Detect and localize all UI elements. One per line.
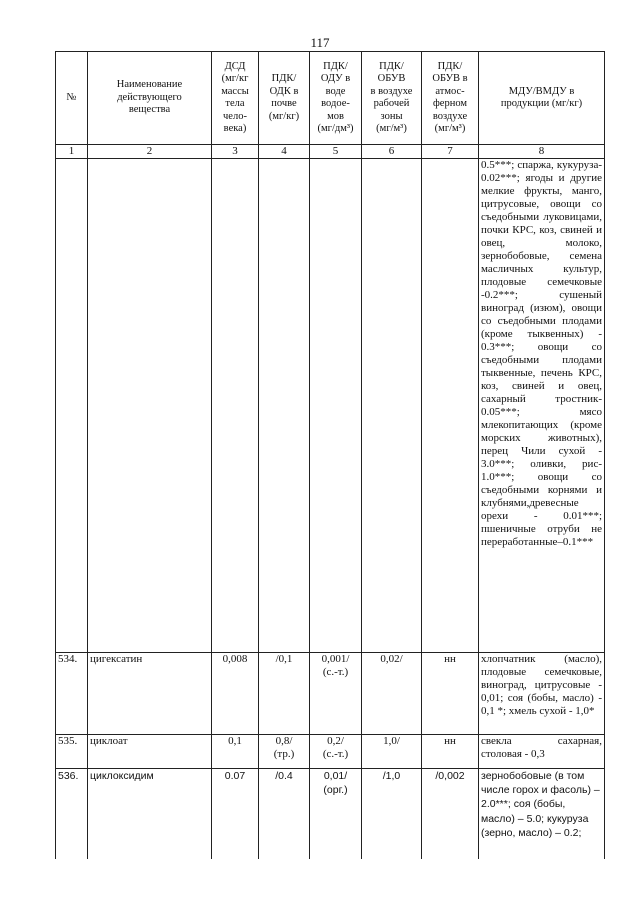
- table-row-continuation: [56, 159, 605, 653]
- column-number: 2: [88, 145, 212, 159]
- cell-pdk-work-air: 0,02/: [362, 653, 422, 735]
- cell-empty: [310, 159, 362, 653]
- cell-substance-name: циклоксидим: [88, 769, 212, 860]
- cell-pdk-soil: 0,8/ (тр.): [259, 735, 310, 769]
- cell-substance-name: циклоат: [88, 735, 212, 769]
- cell-pdk-atm-air: нн: [422, 735, 479, 769]
- cell-no: 535.: [56, 735, 88, 769]
- table-row: [56, 769, 605, 860]
- cell-dsd: 0,1: [212, 735, 259, 769]
- table-row: [56, 653, 605, 735]
- cell-empty: [362, 159, 422, 653]
- header-no: №: [56, 52, 88, 145]
- cell-pdk-soil: /0,1: [259, 653, 310, 735]
- column-number: 3: [212, 145, 259, 159]
- cell-pdk-work-air: /1,0: [362, 769, 422, 860]
- cell-dsd: 0.07: [212, 769, 259, 860]
- column-number-row: [56, 145, 605, 159]
- cell-empty: [212, 159, 259, 653]
- column-number: 7: [422, 145, 479, 159]
- cell-pdk-work-air: 1,0/: [362, 735, 422, 769]
- header-pdk-water: ПДК/ ОДУ в воде водое- мов (мг/дм³): [310, 52, 362, 145]
- cell-mrl: свекла сахарная, столовая - 0,3: [479, 735, 605, 769]
- cell-mrl: зернобобовые (в том числе горох и фасоль) – 2.0***; соя (бобы, масло) – 5.0; кукуруза (зерно, масло) – 0.2;: [479, 769, 605, 860]
- cell-empty: [56, 159, 88, 653]
- cell-pdk-water: 0,01/ (орг.): [310, 769, 362, 860]
- header-mrl: МДУ/ВМДУ в продукции (мг/кг): [479, 52, 605, 145]
- table-header-row: [56, 52, 605, 145]
- cell-dsd: 0,008: [212, 653, 259, 735]
- cell-no: 534.: [56, 653, 88, 735]
- cell-empty: [259, 159, 310, 653]
- column-number: 5: [310, 145, 362, 159]
- cell-pdk-atm-air: /0,002: [422, 769, 479, 860]
- cell-no: 536.: [56, 769, 88, 860]
- pesticide-standards-table: [55, 51, 605, 859]
- cell-pdk-soil: /0.4: [259, 769, 310, 860]
- header-pdk-work-air: ПДК/ ОБУВ в воздухе рабочей зоны (мг/м³): [362, 52, 422, 145]
- cell-mrl: хлопчатник (масло), плодовые семечковые, виноград, цитрусовые - 0,01; соя (бобы, масло) - 0,1 *; хмель сухой - 1,0*: [479, 653, 605, 735]
- cell-empty: [422, 159, 479, 653]
- column-number: 6: [362, 145, 422, 159]
- cell-pdk-atm-air: нн: [422, 653, 479, 735]
- column-number: 8: [479, 145, 605, 159]
- cell-mrl: 0.5***; спаржа, кукуруза- 0.02***; ягоды и другие мелкие фрукты, манго, цитрусовые, овощи со съедобными луковицами, почки КРС, коз, свиней и овец, молоко, зернобобовые, семена масличных культур, плодовые семечковые -0.2***; сушеный виноград (изюм), овощи со съедобными плодами (кроме тыквенных) - 0.3***; овощи со съедобными плодами тыквенные, печень КРС, коз, свиней и овец, сахарный тростник- 0.05***; мясо млекопитающих (кроме морских животных), перец Чили сухой - 3.0***; оливки, рис- 1.0***; овощи со съедобными корнями и клубнями,древесные орехи - 0.01***; пшеничные отруби не переработанные–0.1***: [479, 159, 605, 653]
- header-substance-name: Наименование действующего вещества: [88, 52, 212, 145]
- header-pdk-atm-air: ПДК/ ОБУВ в атмос- ферном воздухе (мг/м³): [422, 52, 479, 145]
- header-dsd: ДСД (мг/кг массы тела чело- века): [212, 52, 259, 145]
- cell-empty: [88, 159, 212, 653]
- cell-substance-name: цигексатин: [88, 653, 212, 735]
- page-number: 117: [310, 35, 330, 50]
- cell-pdk-water: 0,001/ (с.-т.): [310, 653, 362, 735]
- column-number: 1: [56, 145, 88, 159]
- cell-pdk-water: 0,2/ (с.-т.): [310, 735, 362, 769]
- column-number: 4: [259, 145, 310, 159]
- header-pdk-soil: ПДК/ ОДК в почве (мг/кг): [259, 52, 310, 145]
- table-row: [56, 735, 605, 769]
